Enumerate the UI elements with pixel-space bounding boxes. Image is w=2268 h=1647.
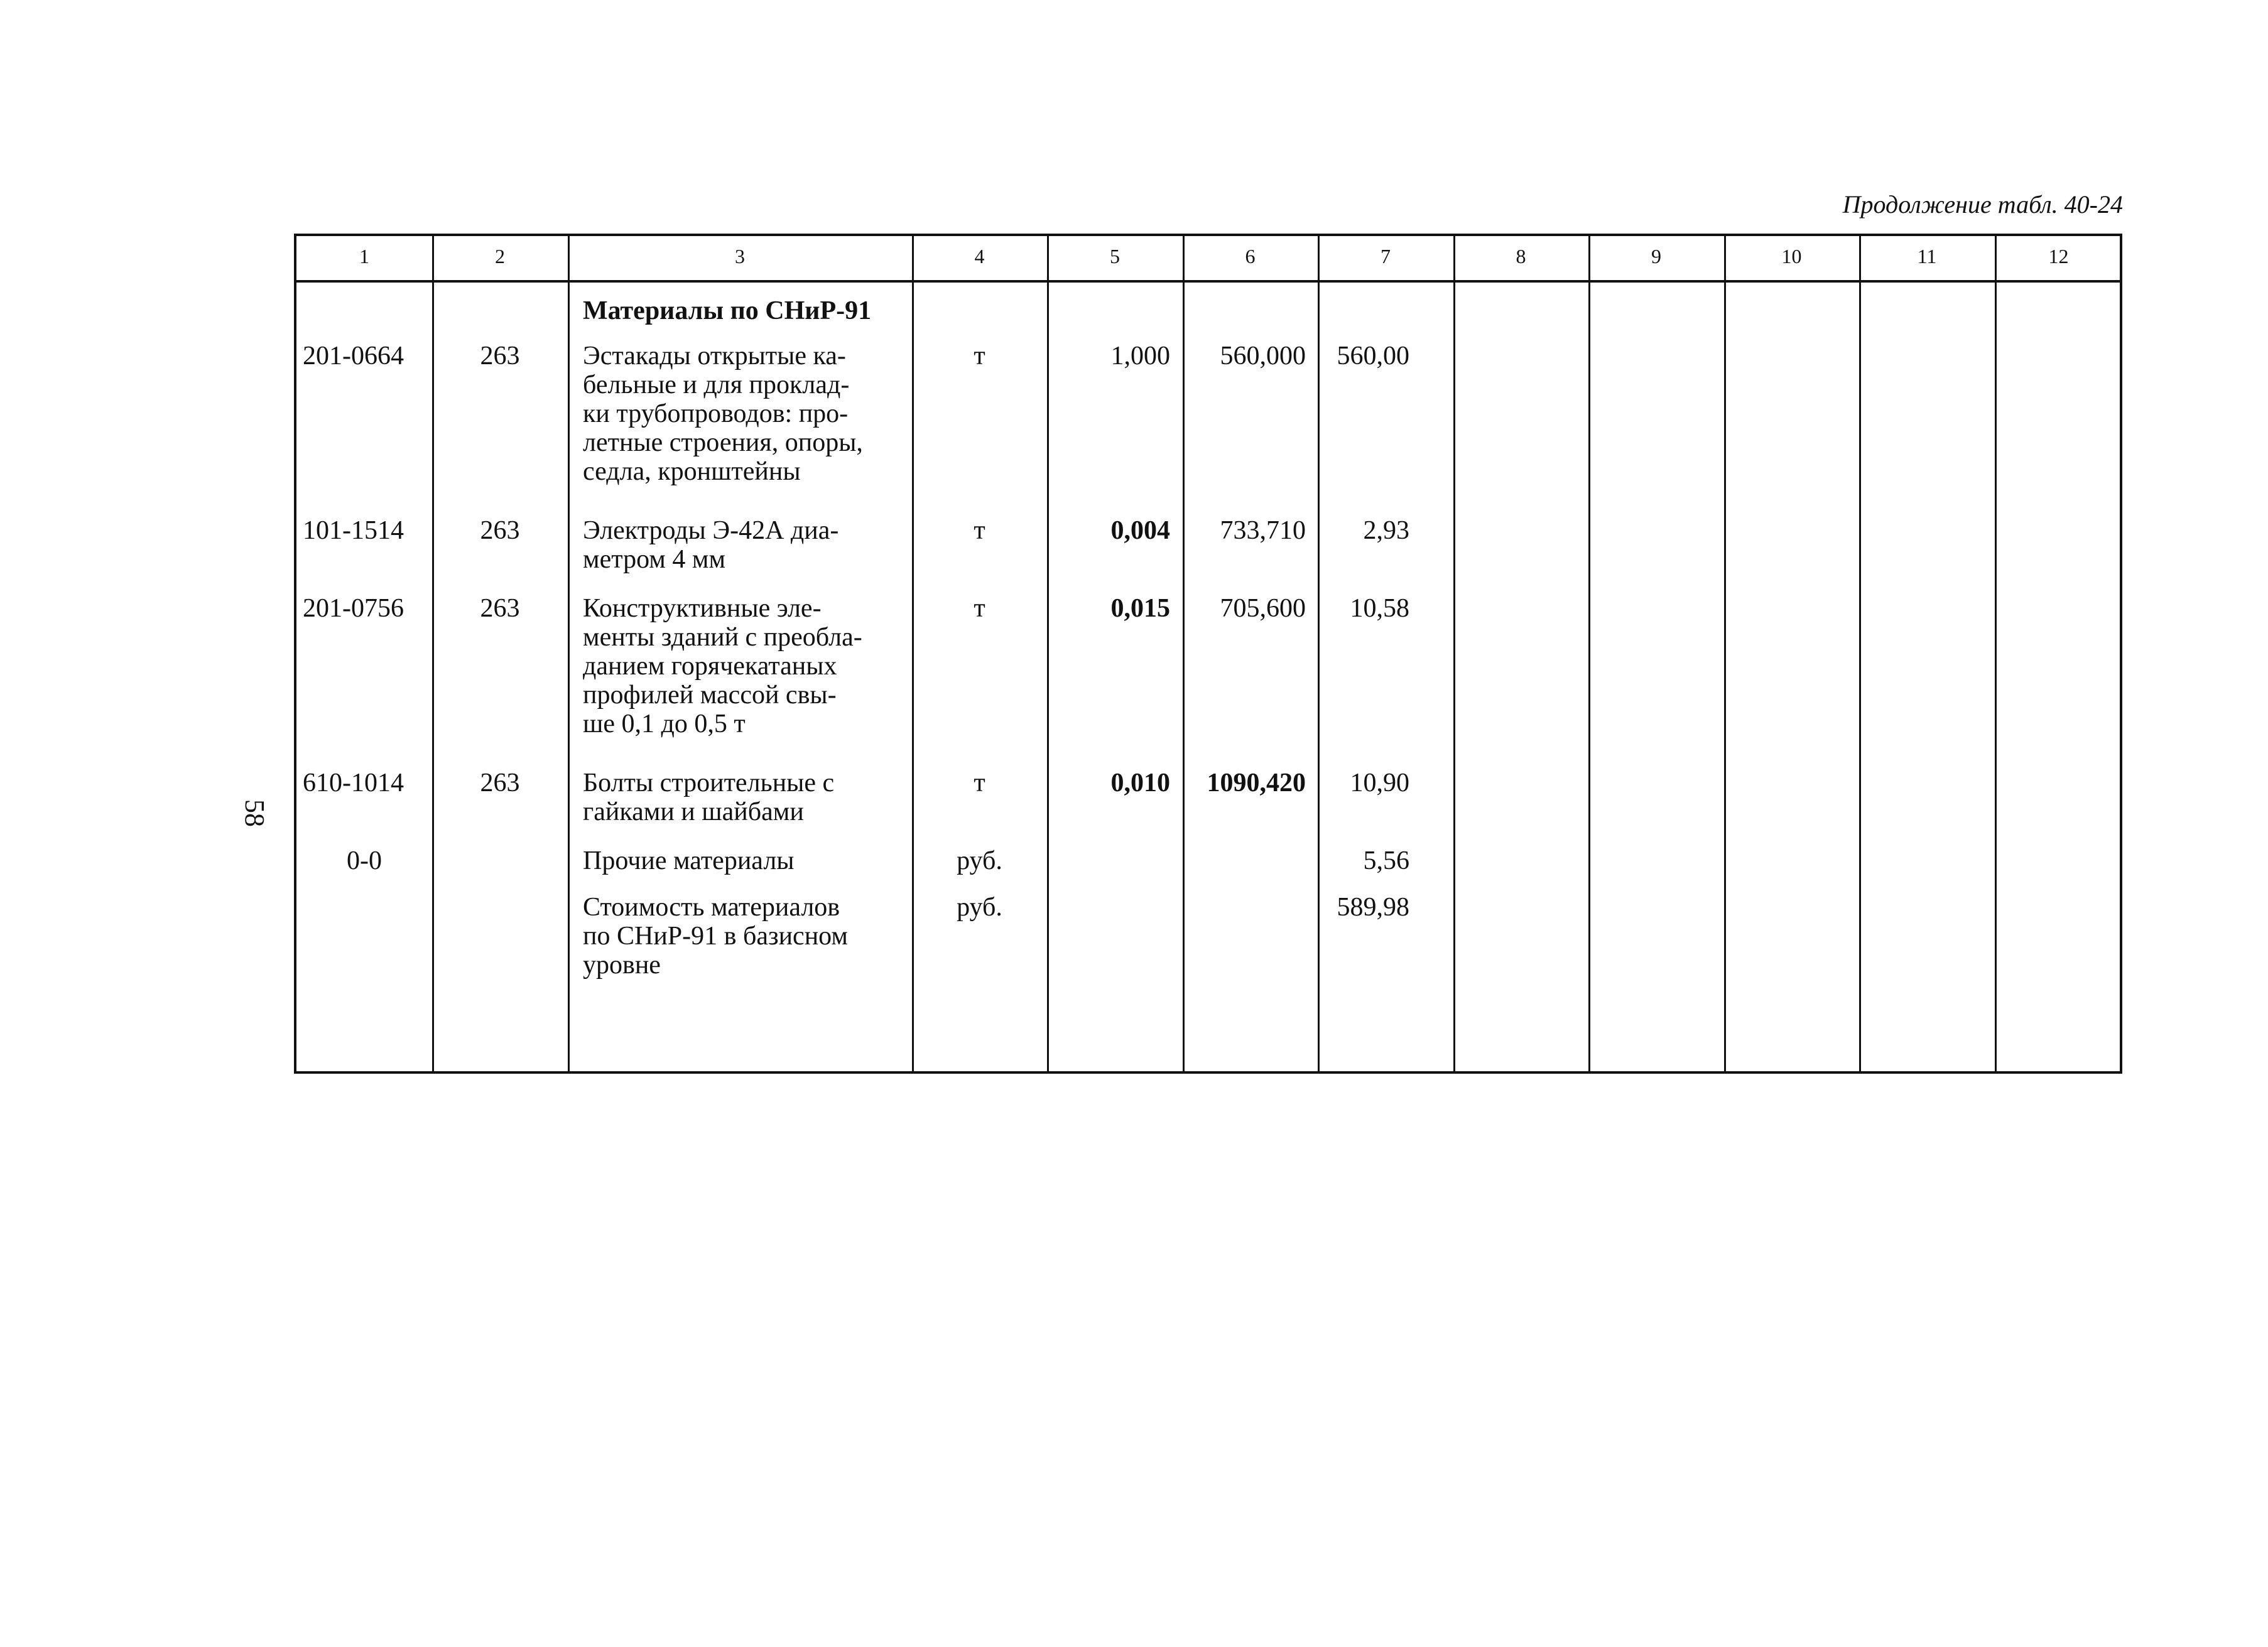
cell-total: 2,93 (1363, 516, 1409, 545)
header-cell-10: 10 (1781, 245, 1802, 267)
cell-quantity: 1,000 (1110, 342, 1170, 370)
cell-unit: руб. (957, 846, 1002, 875)
cell-quantity: 0,004 (1110, 516, 1170, 545)
cell-description (583, 342, 909, 486)
description-line: данием горячекатаных (583, 652, 837, 681)
column-divider (1724, 236, 1726, 1071)
cell-code: 0-0 (347, 846, 382, 875)
cell-col2: 263 (480, 769, 520, 797)
description-line: профилей массой свы- (583, 681, 837, 710)
column-divider (1859, 236, 1861, 1071)
description-line: Стоимость материалов (583, 893, 840, 922)
cell-total: 589,98 (1337, 893, 1409, 922)
cell-col2: 263 (480, 516, 520, 545)
header-cell-8: 8 (1516, 245, 1526, 267)
cell-code: 201-0664 (303, 342, 404, 370)
header-cell-6: 6 (1245, 245, 1256, 267)
cell-quantity: 0,010 (1110, 769, 1170, 797)
description-line: гайками и шайбами (583, 797, 804, 826)
cell-total: 10,90 (1350, 769, 1409, 797)
description-line: Прочие материалы (583, 846, 795, 875)
section-title: Материалы по СНиР-91 (583, 296, 872, 325)
cell-description (583, 594, 909, 738)
description-line: менты зданий с преобла- (583, 623, 862, 652)
description-line: метром 4 мм (583, 545, 726, 574)
column-divider (1453, 236, 1455, 1071)
cell-col2: 263 (480, 594, 520, 623)
cell-price: 1090,420 (1207, 769, 1306, 797)
description-line: летные строения, опоры, (583, 428, 863, 457)
cell-total: 5,56 (1363, 846, 1409, 875)
header-cell-1: 1 (359, 245, 369, 267)
description-line: по СНиР-91 в базисном (583, 922, 848, 951)
page-number: 58 (239, 799, 270, 827)
cell-quantity: 0,015 (1110, 594, 1170, 623)
cell-description (583, 769, 909, 826)
cell-unit: т (974, 769, 985, 797)
materials-table (294, 234, 2122, 1074)
description-line: ше 0,1 до 0,5 т (583, 710, 746, 738)
cell-code: 610-1014 (303, 769, 404, 797)
column-divider (568, 236, 570, 1071)
description-line: Электроды Э-42А диа- (583, 516, 839, 545)
description-line: ки трубопроводов: про- (583, 399, 849, 428)
description-line: бельные и для проклад- (583, 370, 850, 399)
header-cell-2: 2 (495, 245, 505, 267)
cell-total: 10,58 (1350, 594, 1409, 623)
header-cell-4: 4 (974, 245, 985, 267)
cell-col2: 263 (480, 342, 520, 370)
column-divider (1995, 236, 1997, 1071)
cell-price: 733,710 (1220, 516, 1306, 545)
cell-description (583, 893, 909, 980)
header-cell-5: 5 (1110, 245, 1120, 267)
header-cell-12: 12 (2048, 245, 2069, 267)
description-line: Болты строительные с (583, 769, 835, 797)
cell-price: 560,000 (1220, 342, 1306, 370)
cell-unit: т (974, 342, 985, 370)
header-cell-3: 3 (735, 245, 745, 267)
header-cell-11: 11 (1917, 245, 1937, 267)
cell-total: 560,00 (1337, 342, 1409, 370)
header-cell-9: 9 (1651, 245, 1661, 267)
cell-description (583, 846, 909, 875)
cell-description (583, 516, 909, 574)
cell-unit: т (974, 516, 985, 545)
header-rule (296, 280, 2120, 283)
description-line: Эстакады открытые ка- (583, 342, 846, 370)
description-line: Конструктивные эле- (583, 594, 822, 623)
cell-code: 101-1514 (303, 516, 404, 545)
cell-price: 705,600 (1220, 594, 1306, 623)
header-cell-7: 7 (1381, 245, 1391, 267)
description-line: седла, кронштейны (583, 457, 801, 486)
column-divider (1588, 236, 1590, 1071)
cell-code: 201-0756 (303, 594, 404, 623)
table-continuation-caption: Продолжение табл. 40-24 (1842, 190, 2123, 219)
description-line: уровне (583, 951, 661, 980)
cell-unit: руб. (957, 893, 1002, 922)
cell-unit: т (974, 594, 985, 623)
